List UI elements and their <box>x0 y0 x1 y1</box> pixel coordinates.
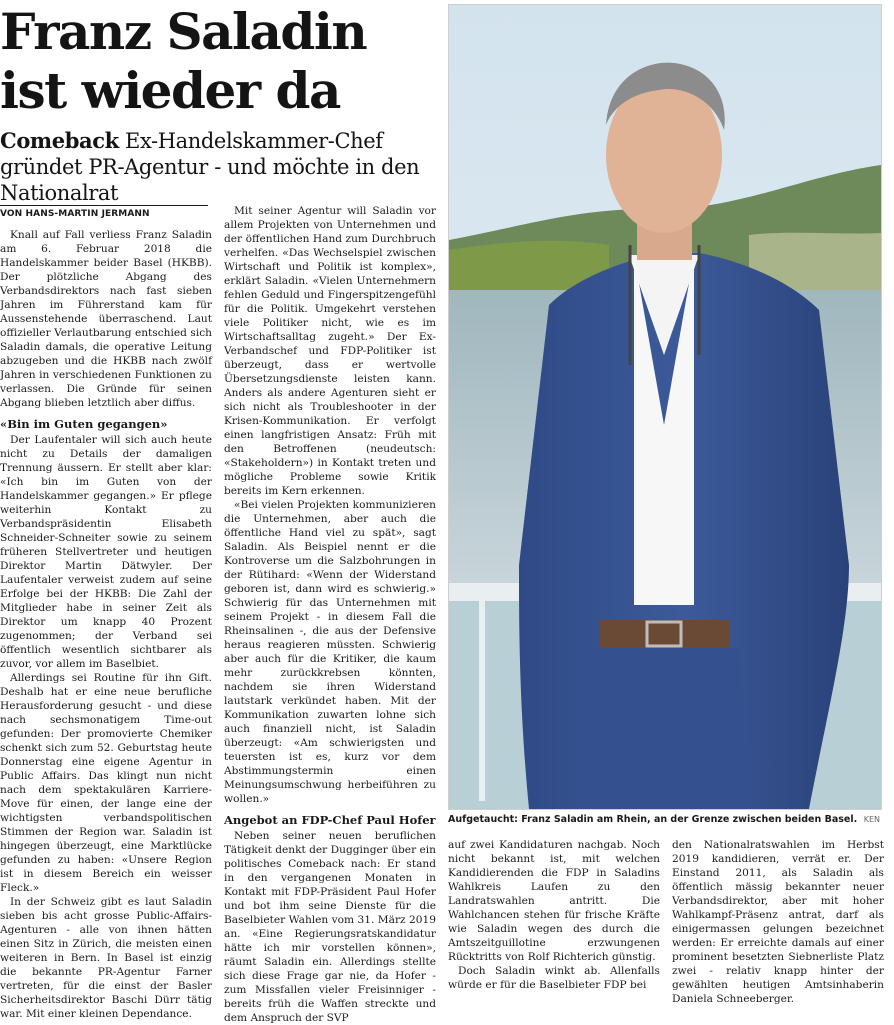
article-column-1 <box>0 228 212 1020</box>
paragraph: Neben seiner neuen beruflichen Tätigkeit denkt der Dugginger über ein politisches Comeback nach: Er stand in den vergangenen Monaten in Kontakt mit FDP-Präsident Paul Hofer und bot ihm seine Dienste für die Baselbieter Wahlen vom 31. März 2019 an. «Eine Regierungsratskandidatur hätte ich mir vorstellen können», räumt Saladin ein. Allerdings stellte sich diese Frage gar nie, da Hofer - zum Missfallen vieler Freisinniger - bereits früh die Waffen streckte und dem Anspruch der SVP <box>224 830 436 1024</box>
portrait-illustration <box>449 5 881 809</box>
article-column-2 <box>224 204 436 1024</box>
paragraph: Knall auf Fall verliess Franz Saladin am 6. Februar 2018 die Handelskammer beider Basel (HKBB). Der plötzliche Abgang des Verbandsdirektors nach fast sieben Jahren im Führerstand kam für Aussenstehende überraschend. Laut offizieller Verlautbarung entschied sich Saladin damals, die operative Leitung abzugeben und die HKBB nach zwölf Jahren in verschiedenen Funktionen zu verlassen. Die Gründe für seinen Abgang blieben letztlich aber diffus. <box>0 229 212 409</box>
paragraph: Mit seiner Agentur will Saladin vor allem Projekten von Unternehmen und der öffentlichen Hand zum Durchbruch verhelfen. «Das Wechselspiel zwischen Wirtschaft und Politik ist komplex», erklärt Saladin. «Vielen Unternehmern fehlen Geduld und Fingerspitzengefühl für die Politik. Umgekehrt verstehen viele Politiker nicht, wie es im Wirtschaftsalltag zugeht.» Der Ex-Verbandschef und FDP-Politiker ist überzeugt, dass er wertvolle Übersetzungsdienste leisten kann. Anders als andere Agenturen sieht er sich nicht als Troubleshooter in der Krisen-Kommunikation. Er verfolgt einen langfristigen Ansatz: Früh mit den Betroffenen (neudeutsch: «Stakeholdern») in Kontakt treten und mögliche Probleme sowie Kritik bereits im Kern erkennen. <box>224 205 436 497</box>
subheadline-text: Ex-Handelskammer-Chef gründet PR-Agentur - und möchte in den Nationalrat <box>0 129 420 205</box>
byline: VON HANS-MARTIN JERMANN <box>0 209 150 219</box>
headline: Franz Saladin ist wieder da <box>0 2 367 120</box>
article-photo <box>448 4 882 810</box>
paragraph: Doch Saladin winkt ab. Allenfalls würde er für die Baselbieter FDP bei <box>448 965 660 991</box>
article-column-3 <box>448 838 660 1000</box>
paragraph: auf zwei Kandidaturen nachgab. Noch nicht bekannt ist, mit welchen Kandidierenden die FDP in Saladins Wahlkreis Laufen zu den Landratswahlen antritt. Die Wahlchancen stehen für frische Kräfte wie Saladin wegen des durch die Amtszeitguillotine erzwungenen Rücktritts von Rolf Richterich günstig. <box>448 839 660 963</box>
article-column-4 <box>672 838 884 1005</box>
paragraph: «Bei vielen Projekten kommunizieren die Unternehmen, aber auch die öffentliche Hand viel zu spät», sagt Saladin. Als Beispiel nennt er die Kontroverse um die Salzbohrungen in der Rütihard: «Wenn der Widerstand geboren ist, dann wird es schwierig.» Schwierig für das Unternehmen mit seinem Projekt - in diesem Fall die Rheinsalinen -, die aus der Defensive heraus reagieren müssten. Schwierig aber auch für die Kritiker, die kaum mehr zurückkrebsen könnten, nachdem sie ihren Widerstand lautstark verkündet haben. Mit der Kommunikation zuwarten lohne sich auch finanziell nicht, ist Saladin überzeugt: «Am schwierigsten und teuersten ist es, kurz vor dem Abstimmungstermin einen Meinungsumschwung herbeiführen zu wollen.» <box>224 499 436 805</box>
kicker: Comeback <box>0 128 119 153</box>
section-heading: Angebot an FDP-Chef Paul Hofer <box>224 813 436 827</box>
paragraph: Der Laufentaler will sich auch heute nicht zu Details der damaligen Trennung äussern. Er stellt aber klar: «Ich bin im Guten von der Handelskammer gegangen.» Er pflege weiterhin Kontakt zu Verbandspräsidentin Elisabeth Schneider-Schneiter sowie zu seinem früheren Stellvertreter und heutigen Direktor Martin Dätwyler. Der Laufentaler verweist zudem auf seine Erfolge bei der HKBB: Die Zahl der Mitglieder habe in seiner Zeit als Direktor um knapp 40 Prozent zugenommen; der Verband sei öffentlich wesentlich sichtbarer als zuvor, vor allem im Baselbiet. <box>0 434 212 670</box>
byline-rule <box>0 205 208 206</box>
photo-credit: KEN <box>863 815 880 824</box>
paragraph: In der Schweiz gibt es laut Saladin sieben bis acht grosse Public-Affairs-Agenturen - alle von ihnen hätten einen Sitz in Zürich, die meisten einen weiteren in Bern. In Basel ist einzig die bekannte PR-Agentur Farner vertreten, für die einst der Basler Sicherheitsdirektor Baschi Dürr tätig war. Mit einer kleinen Dependance. <box>0 896 212 1020</box>
section-heading: «Bin im Guten gegangen» <box>0 417 168 431</box>
photo-caption <box>448 813 880 826</box>
subheadline <box>0 128 440 206</box>
paragraph: den Nationalratswahlen im Herbst 2019 kandidieren, verrät er. Der Einstand 2011, als Saladin als öffentlich mässig bekannter neuer Verbandsdirektor, aber mit hoher Wahlkampf-Präsenz antrat, darf als einigermassen gelungen bezeichnet werden: Er erreichte damals auf einer prominent besetzten Siebnerliste Platz zwei - relativ knapp hinter der gewählten heutigen Amtsinhaberin Daniela Schneeberger. <box>672 839 884 1005</box>
paragraph: Allerdings sei Routine für ihn Gift. Deshalb hat er eine neue berufliche Herausforderung gesucht - und diese nach sechsmonatigem Time-out gefunden: Der promovierte Chemiker schenkt sich zum 52. Geburtstag heute Donnerstag eine eigene Agentur in Public Affairs. Das klingt nun nicht nach dem spektakulären Karriere-Move für einen, der lange eine der wichtigsten verbandspolitischen Stimmen der Region war. Saladin ist hingegen überzeugt, eine Marktlücke gefunden zu haben: «Unsere Region ist in diesem Bereich ein weisser Fleck.» <box>0 672 212 894</box>
caption-text: Aufgetaucht: Franz Saladin am Rhein, an der Grenze zwischen beiden Basel. <box>448 814 858 825</box>
